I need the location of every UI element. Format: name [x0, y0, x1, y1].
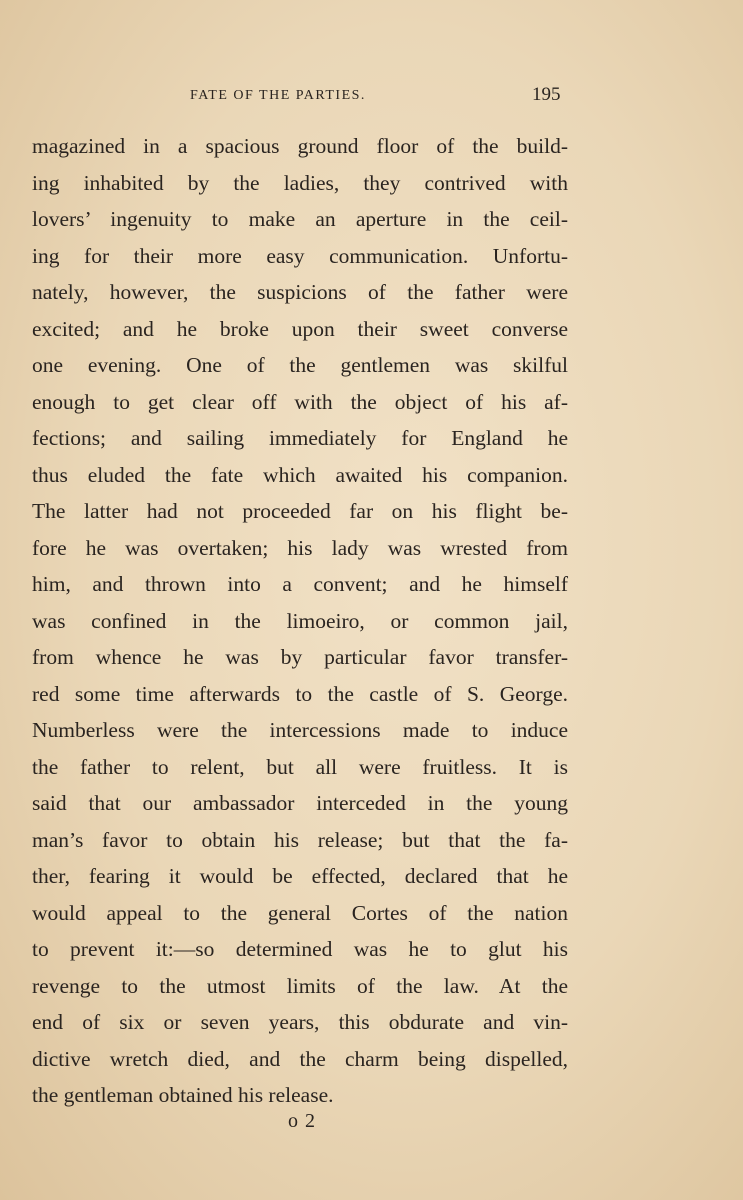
- text-line: thus eluded the fate which awaited his companion.: [32, 462, 568, 487]
- page-number: 195: [532, 84, 561, 105]
- body-text: [32, 128, 568, 1114]
- text-line: Numberless were the intercessions made to induce: [32, 718, 568, 742]
- text-line: would appeal to the general Cortes of the nation: [32, 900, 568, 925]
- text-line: ing for their more easy communication. Unfortu-: [32, 243, 568, 268]
- text-line: one evening. One of the gentlemen was skilful: [32, 353, 568, 377]
- text-line: magazined in a spacious ground floor of the build-: [32, 134, 568, 158]
- text-line: fore he was overtaken; his lady was wrested from: [32, 535, 568, 560]
- signature-mark: o 2: [288, 1110, 316, 1132]
- text-line: end of six or seven years, this obdurate and vin-: [32, 1010, 568, 1034]
- text-line: ther, fearing it would be effected, declared that he: [32, 864, 568, 888]
- text-line: red some time afterwards to the castle of S. George.: [32, 681, 568, 706]
- text-line: revenge to the utmost limits of the law. At the: [32, 973, 568, 998]
- text-line: The latter had not proceeded far on his flight be-: [32, 499, 568, 523]
- text-line: fections; and sailing immediately for England he: [32, 426, 568, 450]
- text-line: the gentleman obtained his release.: [32, 1083, 334, 1107]
- text-line: enough to get clear off with the object of his af-: [32, 389, 568, 414]
- text-line: dictive wretch died, and the charm being dispelled,: [32, 1046, 568, 1071]
- text-line: said that our ambassador interceded in the young: [32, 791, 568, 815]
- text-line: excited; and he broke upon their sweet converse: [32, 316, 568, 341]
- text-line: the father to relent, but all were fruitless. It is: [32, 754, 568, 779]
- text-line: to prevent it:—so determined was he to glut his: [32, 937, 568, 961]
- text-line: nately, however, the suspicions of the father were: [32, 280, 568, 304]
- page-header: [0, 84, 743, 108]
- text-line: was confined in the limoeiro, or common jail,: [32, 608, 568, 633]
- text-line: from whence he was by particular favor transfer-: [32, 645, 568, 669]
- text-line: ing inhabited by the ladies, they contrived with: [32, 170, 568, 195]
- running-head: FATE OF THE PARTIES.: [190, 88, 366, 103]
- text-line: lovers’ ingenuity to make an aperture in the ceil-: [32, 207, 568, 231]
- text-line: him, and thrown into a convent; and he himself: [32, 572, 568, 596]
- text-line: man’s favor to obtain his release; but that the fa-: [32, 827, 568, 852]
